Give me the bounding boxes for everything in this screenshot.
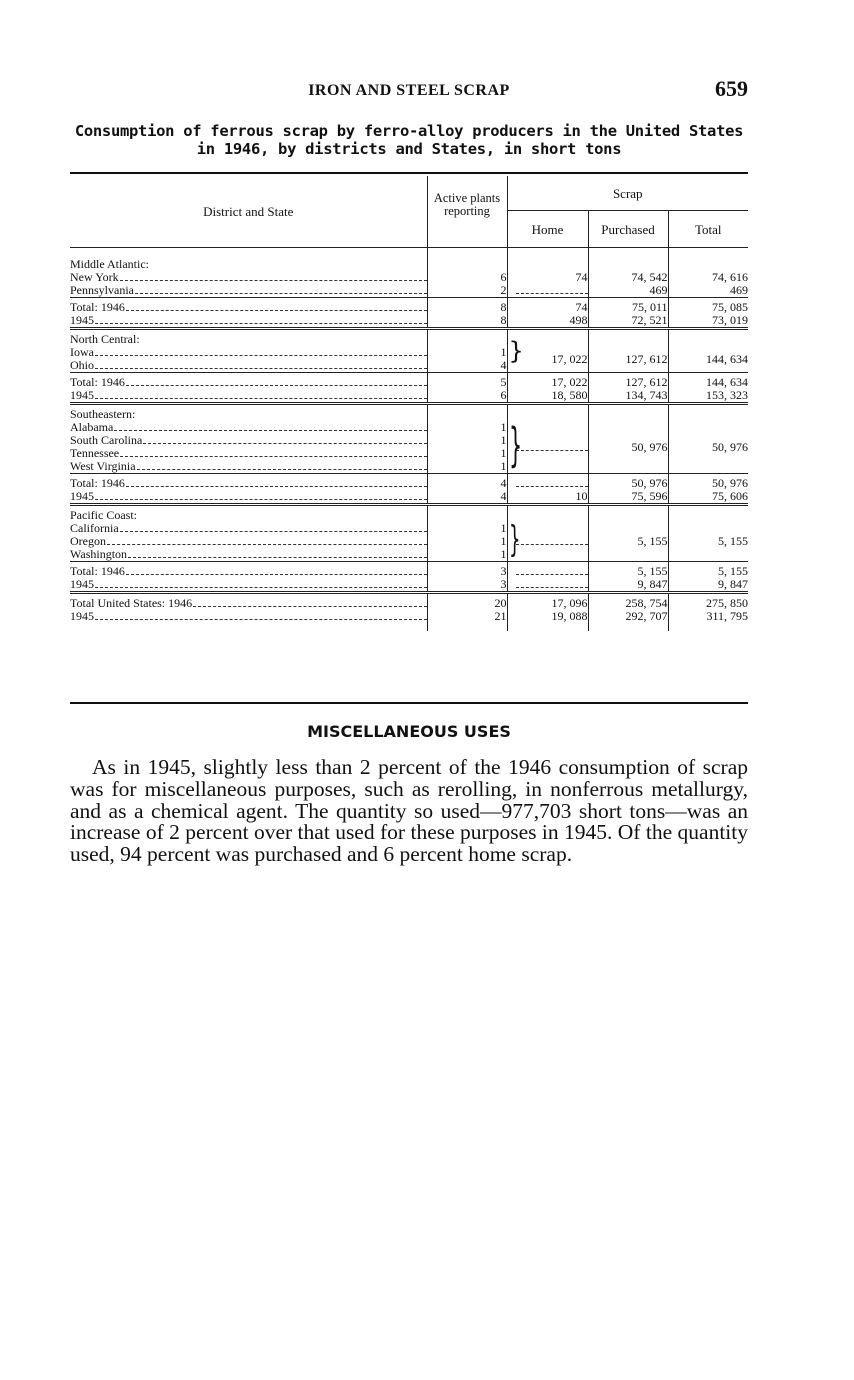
plants-value: 8 <box>427 301 507 314</box>
us-total-label: Total United States: 1946 <box>70 596 193 610</box>
purchased-value: 50, 976 <box>588 421 668 474</box>
purchased-value: 75, 596 <box>588 490 668 505</box>
plants-value: 20 <box>427 597 507 610</box>
plants-value: 1 <box>427 548 507 562</box>
plants-value: 2 <box>427 284 507 298</box>
total-value: 50, 976 <box>668 421 748 474</box>
plants-value: 3 <box>427 578 507 593</box>
district-title: Southeastern: <box>70 407 136 421</box>
us-total-label: 1945 <box>70 609 94 623</box>
table-caption: Consumption of ferrous scrap by ferro-alloy producers in the United States in 1946, by districts and States, in short tons <box>74 122 744 158</box>
state-label: Alabama <box>70 420 114 434</box>
dash-placeholder <box>516 478 588 487</box>
running-title: IRON AND STEEL SCRAP <box>308 82 510 99</box>
table-row <box>70 522 748 535</box>
plants-value: 5 <box>427 376 507 389</box>
total-label: 1945 <box>70 313 94 327</box>
plants-value: 6 <box>427 389 507 404</box>
plants-value: 1 <box>427 434 507 447</box>
total-value: 75, 606 <box>668 490 748 505</box>
dash-placeholder <box>516 442 588 451</box>
table-row <box>70 284 748 298</box>
total-value: 469 <box>668 284 748 298</box>
home-value: 18, 580 <box>507 389 588 404</box>
total-value: 275, 850 <box>668 597 748 610</box>
purchased-value: 134, 743 <box>588 389 668 404</box>
home-value: 10 <box>507 490 588 505</box>
plants-value: 1 <box>427 346 507 359</box>
total-value: 153, 323 <box>668 389 748 404</box>
table-row <box>70 610 748 623</box>
dash-placeholder <box>516 579 588 588</box>
table-row <box>70 490 748 505</box>
brace-icon: } <box>508 418 522 472</box>
district-title: Middle Atlantic: <box>70 257 149 271</box>
running-head <box>70 78 748 108</box>
state-label: West Virginia <box>70 459 136 473</box>
purchased-value: 72, 521 <box>588 314 668 329</box>
state-label: Washington <box>70 547 128 561</box>
state-label: South Carolina <box>70 433 143 447</box>
plants-value: 1 <box>427 447 507 460</box>
column-header-scrap: Scrap <box>507 176 748 211</box>
total-value: 311, 795 <box>668 610 748 623</box>
total-label: 1945 <box>70 577 94 591</box>
page-number: 659 <box>715 76 748 101</box>
plants-value: 4 <box>427 477 507 490</box>
purchased-value: 50, 976 <box>588 477 668 490</box>
district-title: North Central: <box>70 332 140 346</box>
brace-icon: } <box>508 519 520 560</box>
home-value: 74 <box>507 271 588 284</box>
total-label: Total: 1946 <box>70 375 125 389</box>
state-label: Tennessee <box>70 446 120 460</box>
column-header-plants: Active plants reporting <box>427 176 507 248</box>
state-label: Ohio <box>70 358 94 372</box>
dash-placeholder <box>516 536 588 545</box>
dash-placeholder <box>516 285 588 294</box>
total-value: 5, 155 <box>668 522 748 562</box>
table-top-rule <box>70 172 748 174</box>
total-label: Total: 1946 <box>70 476 125 490</box>
table-bottom-rule <box>70 702 748 704</box>
total-value: 50, 976 <box>668 477 748 490</box>
purchased-value: 127, 612 <box>588 376 668 389</box>
purchased-value: 258, 754 <box>588 597 668 610</box>
plants-value: 21 <box>427 610 507 623</box>
home-value: 498 <box>507 314 588 329</box>
total-value: 144, 634 <box>668 346 748 373</box>
column-header-home: Home <box>507 211 588 248</box>
table-row <box>70 389 748 404</box>
plants-value: 8 <box>427 314 507 329</box>
purchased-value: 5, 155 <box>588 522 668 562</box>
purchased-value: 469 <box>588 284 668 298</box>
plants-value: 1 <box>427 522 507 535</box>
district-row <box>70 509 748 522</box>
table-row <box>70 421 748 434</box>
plants-value: 3 <box>427 565 507 578</box>
purchased-value: 9, 847 <box>588 578 668 593</box>
total-label: 1945 <box>70 489 94 503</box>
total-value: 5, 155 <box>668 565 748 578</box>
total-value: 75, 085 <box>668 301 748 314</box>
total-value: 73, 019 <box>668 314 748 329</box>
purchased-value: 75, 011 <box>588 301 668 314</box>
home-value: 17, 022 <box>507 376 588 389</box>
purchased-value: 292, 707 <box>588 610 668 623</box>
home-value: 19, 088 <box>507 610 588 623</box>
home-value: 17, 096 <box>507 597 588 610</box>
state-label: California <box>70 521 119 535</box>
plants-value: 1 <box>427 421 507 434</box>
purchased-value: 127, 612 <box>588 346 668 373</box>
table-row <box>70 346 748 359</box>
table-row <box>70 271 748 284</box>
column-header-district: District and State <box>70 176 427 248</box>
plants-value: 4 <box>427 359 507 373</box>
district-row <box>70 408 748 421</box>
purchased-value: 74, 542 <box>588 271 668 284</box>
section-title: MISCELLANEOUS USES <box>307 722 511 741</box>
plants-value: 1 <box>427 460 507 474</box>
state-label: Oregon <box>70 534 106 548</box>
total-label: Total: 1946 <box>70 300 125 314</box>
district-title: Pacific Coast: <box>70 508 137 522</box>
table-row <box>70 314 748 329</box>
total-value: 74, 616 <box>668 271 748 284</box>
plants-value: 4 <box>427 490 507 505</box>
home-value: 74 <box>507 301 588 314</box>
column-header-purchased: Purchased <box>588 211 668 248</box>
total-value: 144, 634 <box>668 376 748 389</box>
total-label: Total: 1946 <box>70 564 125 578</box>
plants-value: 1 <box>427 535 507 548</box>
column-header-total: Total <box>668 211 748 248</box>
brace-icon: } <box>508 337 524 365</box>
body-paragraph: As in 1945, slightly less than 2 percent of the 1946 consumption of scrap was for miscellaneous purposes, such as rerolling, in nonferrous metallurgy, and as a chemical agent. The quantity so used—977,703 short tons—was an increase of 2 percent over that used for these purposes in 1945. Of the quantity used, 94 percent was purchased and 6 percent home scrap. <box>70 755 748 867</box>
dash-placeholder <box>516 566 588 575</box>
total-value: 9, 847 <box>668 578 748 593</box>
table-row <box>70 578 748 593</box>
state-label: Iowa <box>70 345 94 359</box>
total-label: 1945 <box>70 388 94 402</box>
plants-value: 6 <box>427 271 507 284</box>
purchased-value: 5, 155 <box>588 565 668 578</box>
home-value: 17, 022 <box>551 351 588 366</box>
district-row <box>70 333 748 346</box>
scrap-consumption-table <box>70 176 748 631</box>
state-label: New York <box>70 270 119 284</box>
state-label: Pennsylvania <box>70 283 134 297</box>
